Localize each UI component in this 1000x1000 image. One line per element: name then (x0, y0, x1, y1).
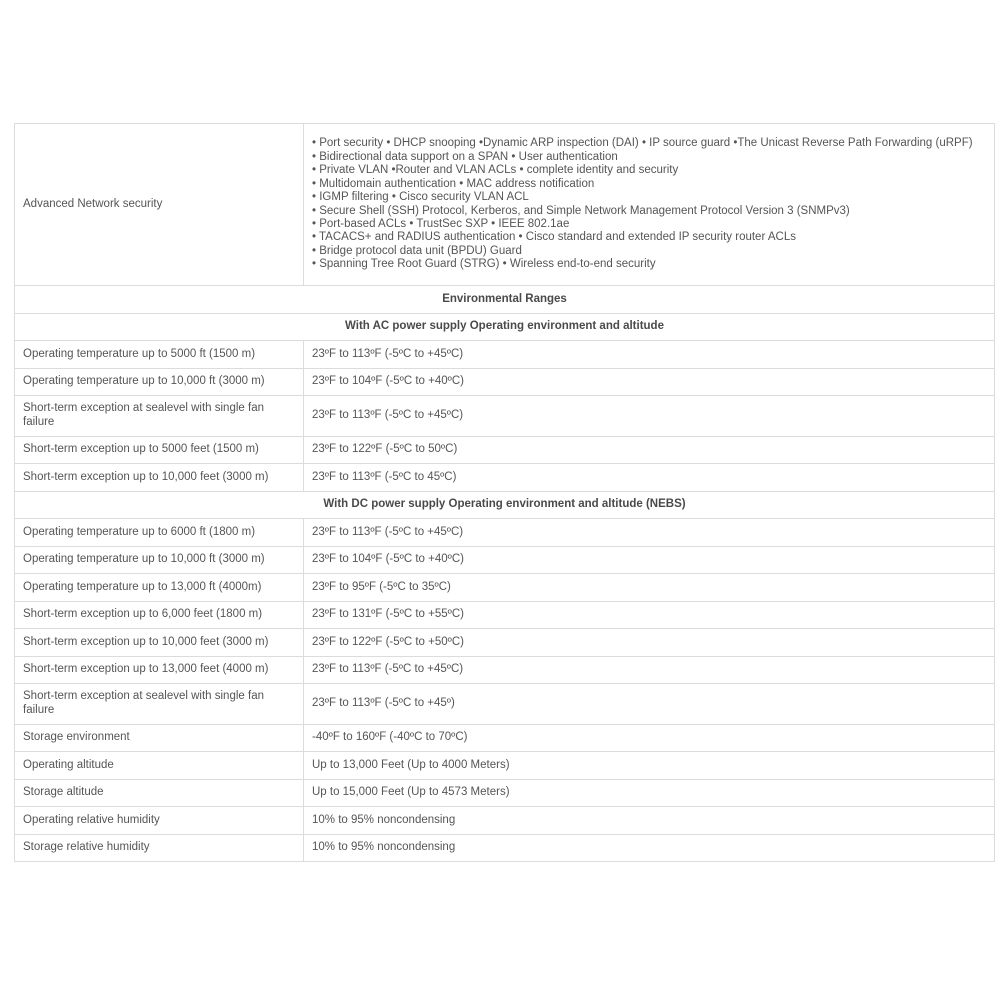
section-header-dc (15, 491, 995, 519)
table-row (15, 436, 995, 464)
spec-label: Operating temperature up to 5000 ft (1500 m) (15, 341, 304, 369)
spec-table (14, 123, 995, 862)
section-header-ac (15, 313, 995, 341)
section-title: With DC power supply Operating environment and altitude (NEBS) (15, 491, 995, 519)
spec-label: Operating temperature up to 13,000 ft (4000m) (15, 574, 304, 602)
spec-value: 23ºF to 104ºF (-5ºC to +40ºC) (304, 546, 995, 574)
spec-value: 23ºF to 95ºF (-5ºC to 35ºC) (304, 574, 995, 602)
spec-value: 23ºF to 113ºF (-5ºC to 45ºC) (304, 464, 995, 492)
feature-line: • Bridge protocol data unit (BPDU) Guard (312, 244, 522, 257)
table-row (15, 519, 995, 547)
spec-label: Short-term exception at sealevel with single fan failure (15, 396, 304, 437)
spec-label: Storage altitude (15, 779, 304, 807)
spec-value: Up to 13,000 Feet (Up to 4000 Meters) (304, 752, 995, 780)
feature-line: • Multidomain authentication • MAC address notification (312, 177, 595, 190)
table-row-security (15, 124, 995, 286)
section-title: Environmental Ranges (15, 286, 995, 314)
section-header-environmental (15, 286, 995, 314)
spec-label: Operating altitude (15, 752, 304, 780)
spec-label: Operating temperature up to 10,000 ft (3000 m) (15, 368, 304, 396)
feature-line: • Port-based ACLs • TrustSec SXP • IEEE 802.1ae (312, 217, 570, 230)
spec-value: 23ºF to 113ºF (-5ºC to +45ºC) (304, 396, 995, 437)
table-row (15, 656, 995, 684)
spec-label: Operating temperature up to 10,000 ft (3000 m) (15, 546, 304, 574)
spec-value: 23ºF to 122ºF (-5ºC to 50ºC) (304, 436, 995, 464)
table-row (15, 724, 995, 752)
spec-label: Operating temperature up to 6000 ft (1800 m) (15, 519, 304, 547)
spec-label: Short-term exception at sealevel with single fan failure (15, 684, 304, 725)
spec-label: Storage environment (15, 724, 304, 752)
feature-line: • Port security • DHCP snooping •Dynamic ARP inspection (DAI) • IP source guard •The Unicast Reverse Path Forwarding (uRPF) (312, 137, 973, 150)
feature-line: • Spanning Tree Root Guard (STRG) • Wireless end-to-end security (312, 258, 656, 271)
table-row (15, 684, 995, 725)
spec-value: 23ºF to 131ºF (-5ºC to +55ºC) (304, 601, 995, 629)
table-row (15, 834, 995, 862)
security-features-list (304, 124, 995, 286)
table-row (15, 574, 995, 602)
spec-label: Short-term exception up to 13,000 feet (4000 m) (15, 656, 304, 684)
spec-label: Storage relative humidity (15, 834, 304, 862)
spec-value: 23ºF to 122ºF (-5ºC to +50ºC) (304, 629, 995, 657)
spec-value: 23ºF to 104ºF (-5ºC to +40ºC) (304, 368, 995, 396)
table-row (15, 464, 995, 492)
feature-line: • Private VLAN •Router and VLAN ACLs • complete identity and security (312, 164, 679, 177)
feature-line: • Bidirectional data support on a SPAN • User authentication (312, 150, 618, 163)
table-row (15, 396, 995, 437)
table-row (15, 629, 995, 657)
feature-line: • TACACS+ and RADIUS authentication • Cisco standard and extended IP security router ACLs (312, 231, 796, 244)
spec-value: -40ºF to 160ºF (-40ºC to 70ºC) (304, 724, 995, 752)
spec-value: Up to 15,000 Feet (Up to 4573 Meters) (304, 779, 995, 807)
spec-label: Operating relative humidity (15, 807, 304, 835)
table-row (15, 807, 995, 835)
spec-label: Short-term exception up to 5000 feet (1500 m) (15, 436, 304, 464)
table-row (15, 752, 995, 780)
section-title: With AC power supply Operating environment and altitude (15, 313, 995, 341)
spec-value: 23ºF to 113ºF (-5ºC to +45ºC) (304, 341, 995, 369)
spec-label: Advanced Network security (15, 124, 304, 286)
spec-label: Short-term exception up to 6,000 feet (1800 m) (15, 601, 304, 629)
feature-line: • IGMP filtering • Cisco security VLAN ACL (312, 191, 529, 204)
feature-line: • Secure Shell (SSH) Protocol, Kerberos, and Simple Network Management Protocol Version 3 (SNMPv3) (312, 204, 850, 217)
spec-value: 10% to 95% noncondensing (304, 807, 995, 835)
spec-label: Short-term exception up to 10,000 feet (3000 m) (15, 629, 304, 657)
table-row (15, 341, 995, 369)
table-row (15, 546, 995, 574)
spec-value: 10% to 95% noncondensing (304, 834, 995, 862)
spec-value: 23ºF to 113ºF (-5ºC to +45ºC) (304, 519, 995, 547)
table-row (15, 779, 995, 807)
spec-label: Short-term exception up to 10,000 feet (3000 m) (15, 464, 304, 492)
table-row (15, 601, 995, 629)
spec-value: 23ºF to 113ºF (-5ºC to +45º) (304, 684, 995, 725)
spec-value: 23ºF to 113ºF (-5ºC to +45ºC) (304, 656, 995, 684)
table-row (15, 368, 995, 396)
